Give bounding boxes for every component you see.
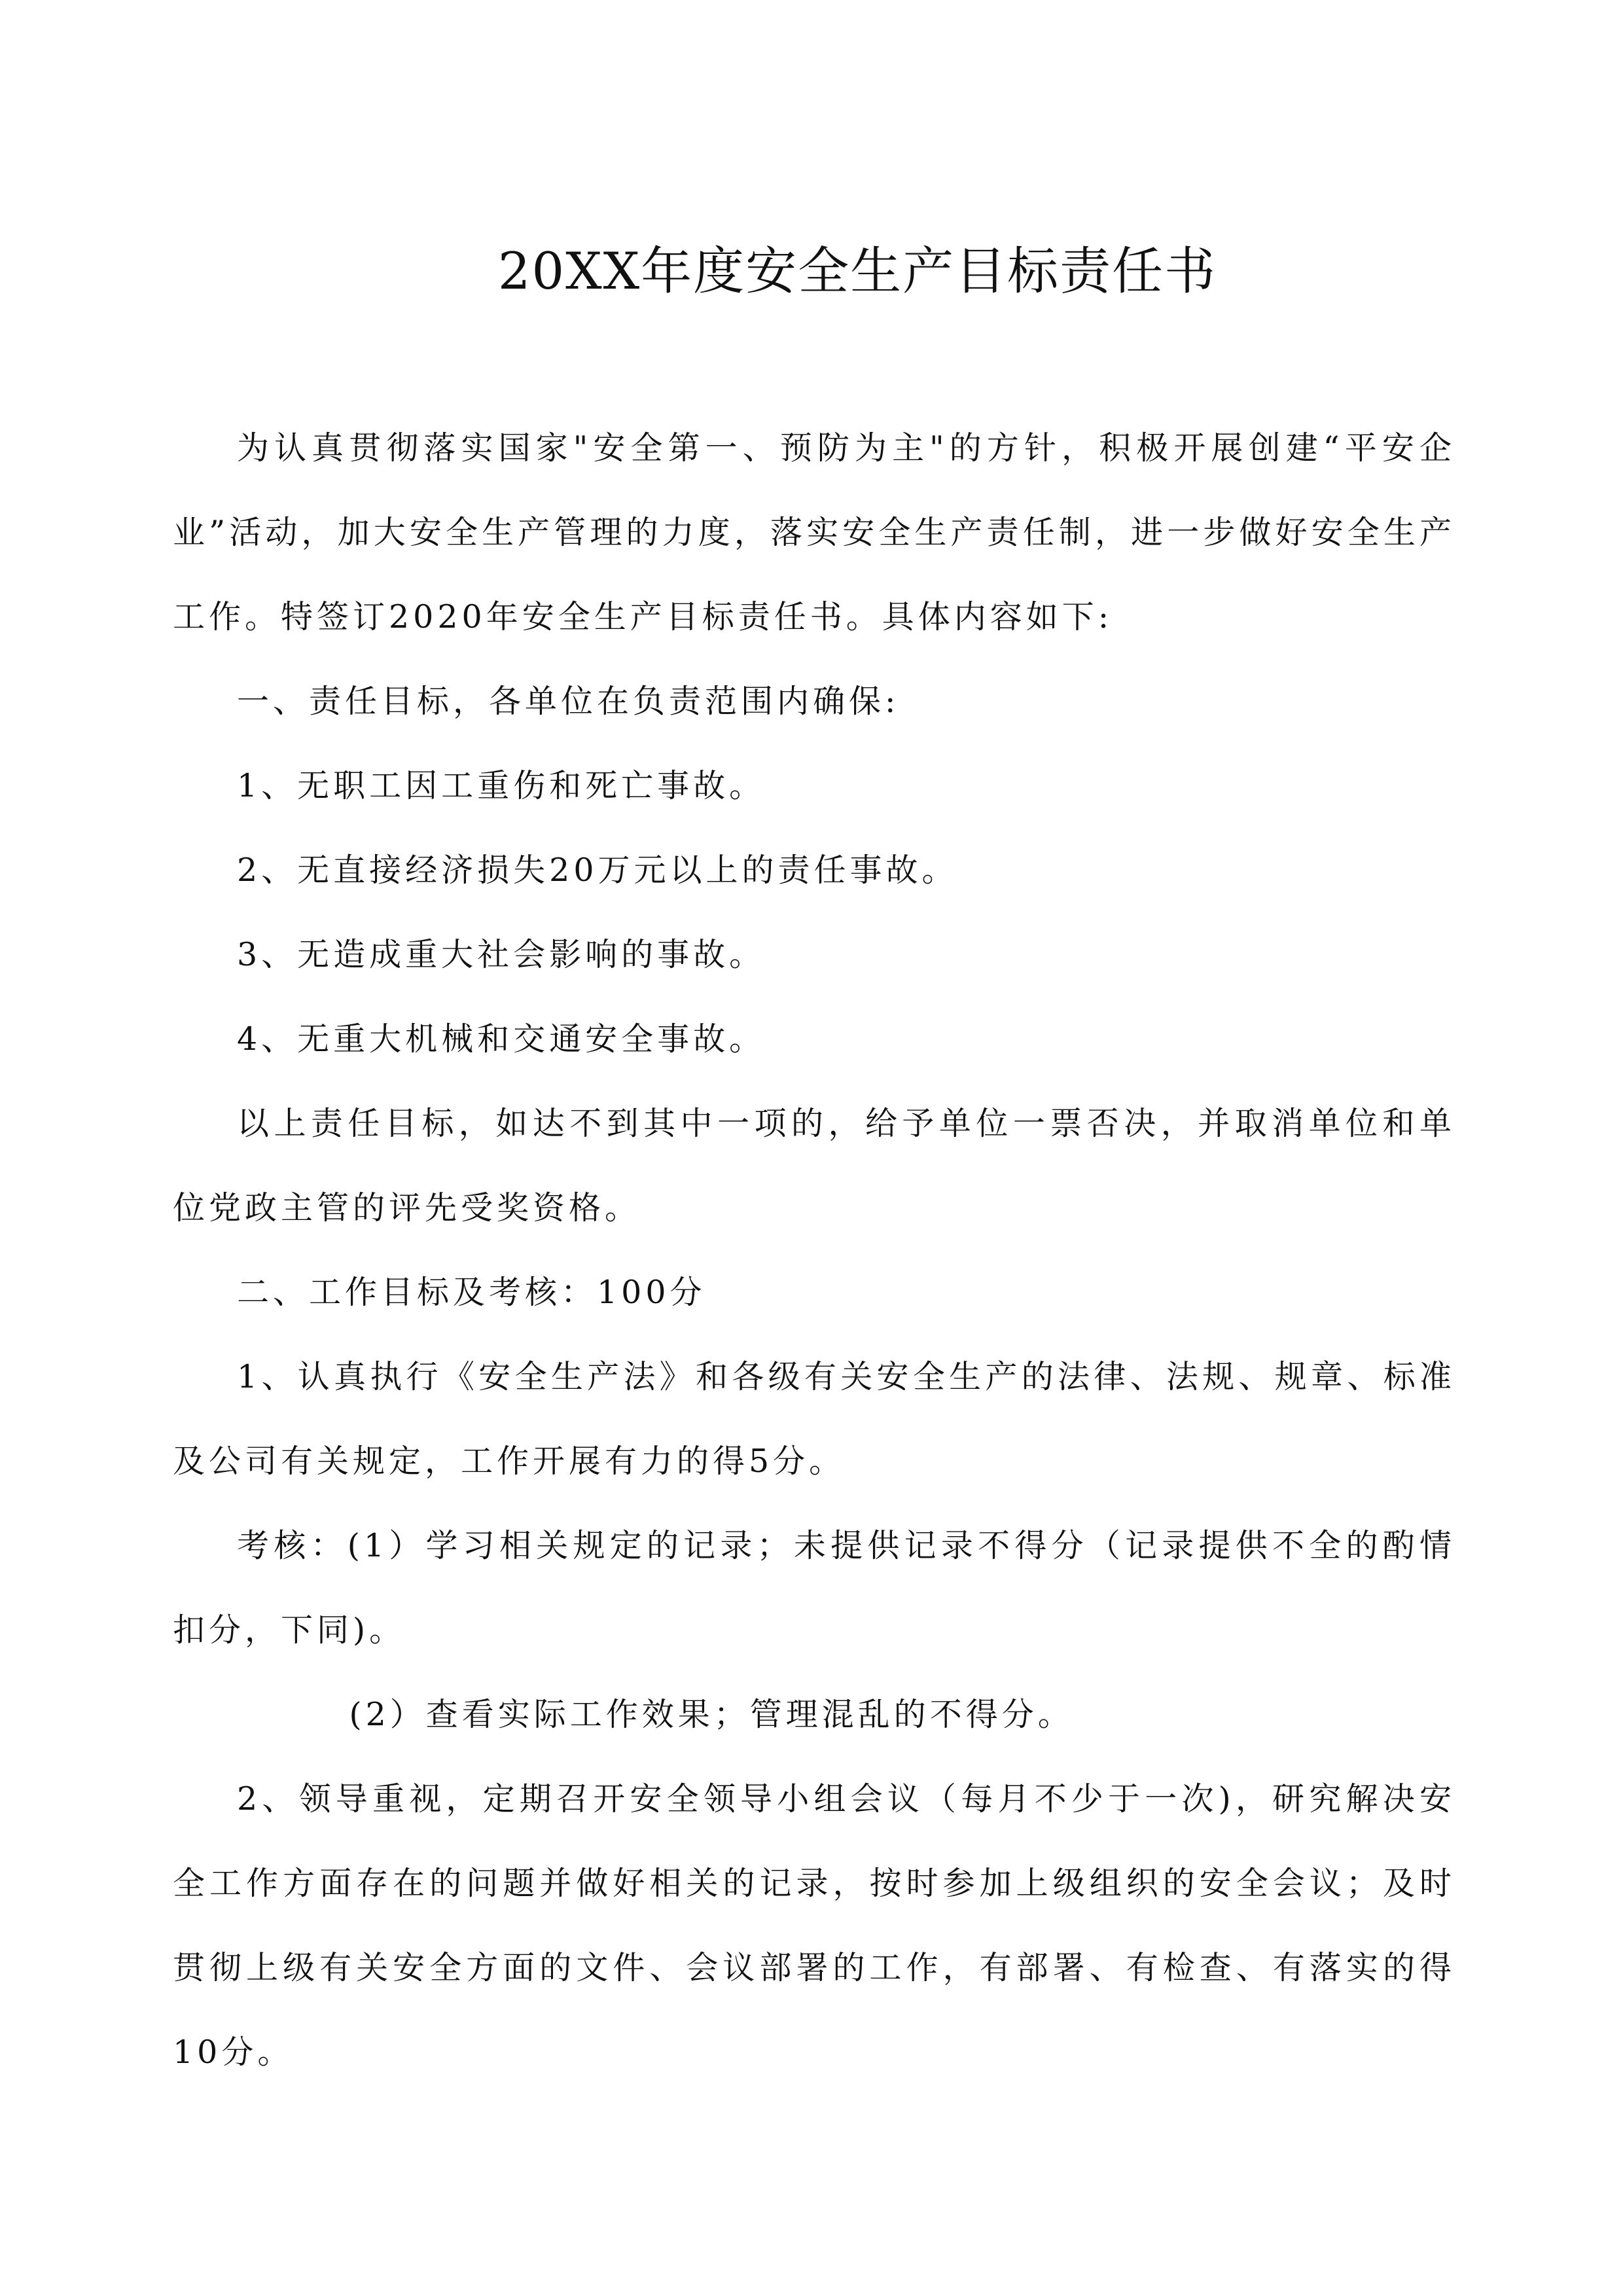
list-item: 4、无重大机械和交通安全事故。	[237, 1020, 766, 1058]
list-item: 2、领导重视，定期召开安全领导小组会议（每月不少于一次)，研究解决安全工作方面存在的问题并做好相关的记录，按时参加上级组织的安全会议；及时贯彻上级有关安全方面的文件、会议部署的工作，有部署、有检查、有落实的得10分。	[173, 1780, 1455, 2071]
document-title: 20XX年度安全生产目标责任书	[497, 242, 1217, 301]
intro-paragraph: 为认真贯彻落实国家"安全第一、预防为主"的方针，积极开展创建“平安企业”活动，加大安全生产管理的力度，落实安全生产责任制，进一步做好安全生产工作。特签订2020年安全生产目标责任书。具体内容如下:	[173, 429, 1455, 636]
section-heading-work-goals: 二、工作目标及考核：100分	[237, 1274, 706, 1311]
list-item: 1、无职工因工重伤和死亡事故。	[237, 767, 766, 804]
list-item: 3、无造成重大社会影响的事故。	[237, 936, 766, 973]
assessment-paragraph: 考核：(1）学习相关规定的记录；未提供记录不得分（记录提供不全的酌情扣分，下同)。	[173, 1527, 1455, 1649]
list-item: 1、认真执行《安全生产法》和各级有关安全生产的法律、法规、规章、标准及公司有关规定，工作开展有力的得5分。	[173, 1358, 1455, 1480]
veto-paragraph: 以上责任目标，如达不到其中一项的，给予单位一票否决，并取消单位和单位党政主管的评先受奖资格。	[173, 1105, 1455, 1227]
assessment-paragraph: (2）查看实际工作效果；管理混乱的不得分。	[349, 1696, 1074, 1733]
document-body	[173, 406, 1455, 2094]
list-item: 2、无直接经济损失20万元以上的责任事故。	[237, 852, 958, 889]
section-heading-responsibility-goals: 一、责任目标，各单位在负责范围内确保:	[237, 683, 900, 720]
